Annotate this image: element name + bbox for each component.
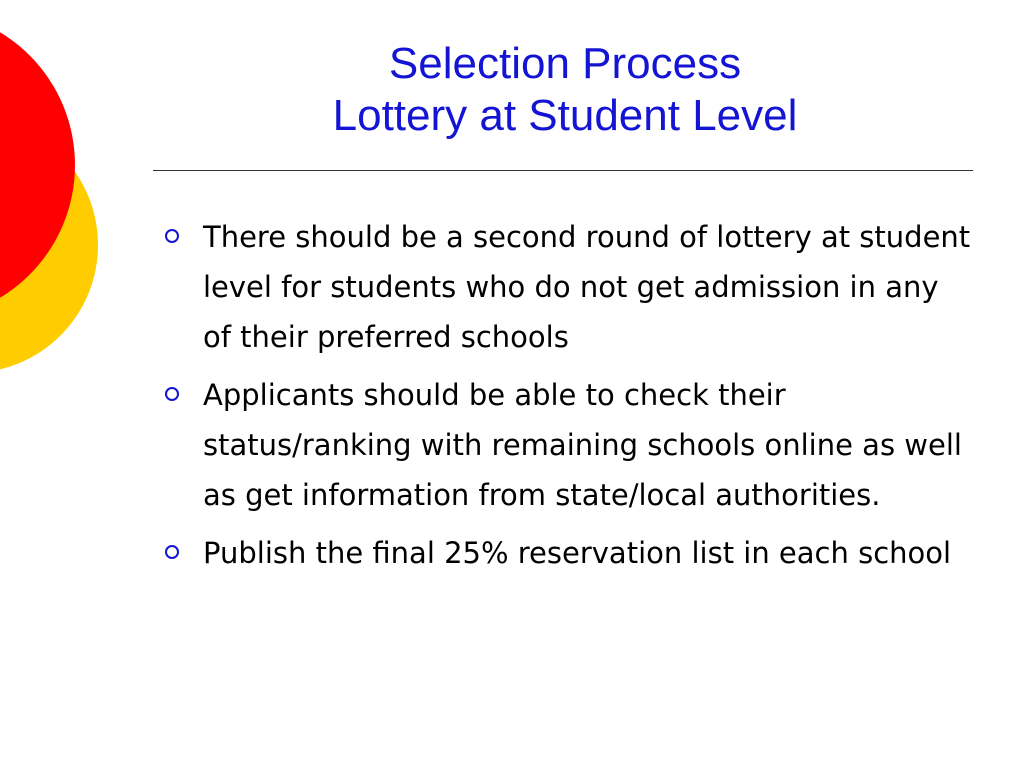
hollow-circle-bullet-icon: [165, 387, 179, 401]
title-line-2: Lottery at Student Level: [332, 91, 798, 140]
slide-title: [150, 38, 980, 142]
hollow-circle-bullet-icon: [165, 545, 179, 559]
title-divider: [153, 170, 973, 171]
hollow-circle-bullet-icon: [165, 229, 179, 243]
bullet-list: [163, 212, 973, 586]
bullet-item: [163, 370, 973, 520]
title-line-1: Selection Process: [388, 39, 742, 88]
bullet-item: [163, 528, 973, 578]
bullet-text: Applicants should be able to check their status/ranking with remaining schools online as well as get information from state/local authorities.: [203, 378, 962, 512]
bullet-text: There should be a second round of lottery at student level for students who do not get admission in any of their preferred schools: [203, 220, 971, 354]
bullet-text: Publish the final 25% reservation list in each school: [203, 536, 952, 570]
bullet-item: [163, 212, 973, 362]
decorative-circles: [0, 0, 110, 400]
